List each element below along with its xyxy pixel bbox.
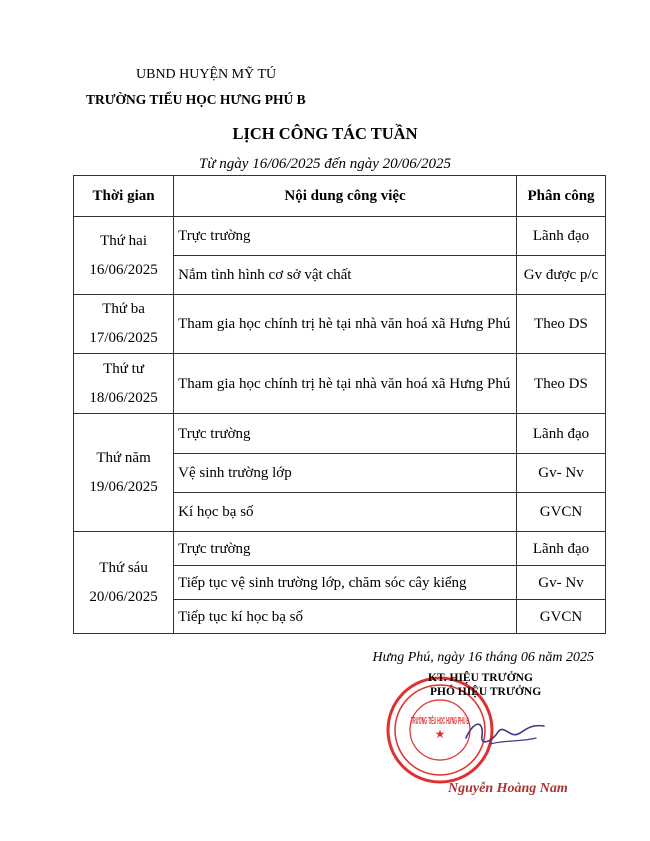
table-row: [74, 532, 606, 566]
task-cell: Trực trường: [174, 217, 517, 256]
signature-block: [380, 668, 595, 808]
assign-cell: GVCN: [516, 493, 605, 532]
day-name: Thứ hai: [100, 232, 147, 249]
day-name: Thứ sáu: [99, 559, 148, 576]
table-row: [74, 217, 606, 256]
assign-cell: Gv được p/c: [516, 256, 605, 295]
day-cell: [74, 414, 174, 532]
signer-role-line2: PHÓ HIỆU TRƯỞNG: [430, 686, 542, 698]
assign-cell: Lãnh đạo: [516, 532, 605, 566]
day-cell: [74, 354, 174, 414]
task-cell: Trực trường: [174, 532, 517, 566]
day-date: 19/06/2025: [89, 478, 158, 495]
task-cell: Vệ sinh trường lớp: [174, 454, 517, 493]
handwritten-signature-icon: [460, 712, 550, 752]
assign-cell: Theo DS: [516, 295, 605, 354]
day-date: 20/06/2025: [89, 588, 158, 605]
day-cell: [74, 295, 174, 354]
assign-cell: Gv- Nv: [516, 566, 605, 600]
col-header-task: Nội dung công việc: [174, 176, 517, 217]
signer-name: Nguyễn Hoàng Nam: [448, 781, 568, 796]
signer-role-line1: KT. HIỆU TRƯỞNG: [428, 672, 533, 684]
task-cell: Tiếp tục vệ sinh trường lớp, chăm sóc cây kiểng: [174, 566, 517, 600]
col-header-time: Thời gian: [74, 176, 174, 217]
day-name: Thứ ba: [102, 301, 145, 317]
assign-cell: GVCN: [516, 600, 605, 634]
task-cell: Trực trường: [174, 414, 517, 454]
table-row: [74, 295, 606, 354]
task-cell: Tiếp tục kí học bạ số: [174, 600, 517, 634]
col-header-assign: Phân công: [516, 176, 605, 217]
assign-cell: Theo DS: [516, 354, 605, 414]
table-header-row: [74, 176, 606, 217]
schedule-table: [73, 175, 606, 634]
document-title: LỊCH CÔNG TÁC TUẦN: [232, 124, 418, 143]
task-cell: Nắm tình hình cơ sở vật chất: [174, 256, 517, 295]
day-cell: [74, 532, 174, 634]
seal-text: TRƯỜNG TIỂU HỌC HƯNG PHÚ B: [411, 716, 574, 727]
day-name: Thứ năm: [96, 449, 151, 466]
assign-cell: Lãnh đạo: [516, 217, 605, 256]
signing-date-line: Hưng Phú, ngày 16 tháng 06 năm 2025: [372, 650, 594, 665]
org-parent: UBND HUYỆN MỸ TÚ: [136, 67, 277, 82]
task-cell: Tham gia học chính trị hè tại nhà văn hoá xã Hưng Phú: [174, 354, 517, 414]
table-row: [74, 354, 606, 414]
assign-cell: Lãnh đạo: [516, 414, 605, 454]
day-date: 17/06/2025: [89, 330, 158, 346]
svg-text:★: ★: [434, 727, 446, 741]
document-subtitle: Từ ngày 16/06/2025 đến ngày 20/06/2025: [199, 156, 451, 172]
day-date: 18/06/2025: [89, 389, 158, 406]
assign-cell: Gv- Nv: [516, 454, 605, 493]
day-cell: [74, 217, 174, 295]
org-name: TRƯỜNG TIỂU HỌC HƯNG PHÚ B: [86, 92, 306, 107]
task-cell: Kí học bạ số: [174, 493, 517, 532]
day-date: 16/06/2025: [89, 261, 158, 278]
task-cell: Tham gia học chính trị hè tại nhà văn hoá xã Hưng Phú: [174, 295, 517, 354]
day-name: Thứ tư: [103, 360, 144, 377]
table-row: [74, 414, 606, 454]
